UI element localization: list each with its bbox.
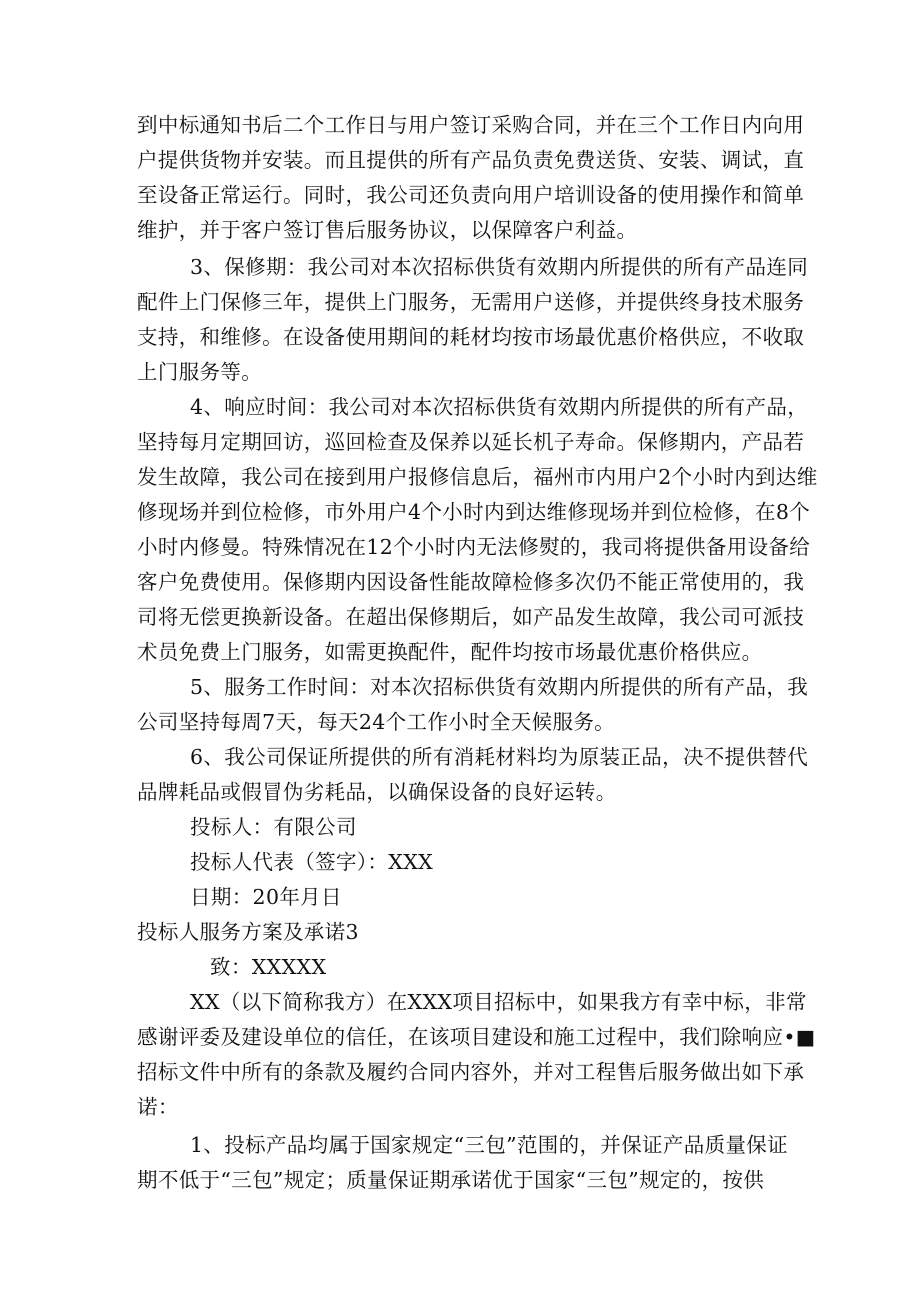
paragraph-line: 客户免费使用。保修期内因设备性能故障检修多次仍不能正常使用的，我	[137, 570, 805, 594]
paragraph-line: 上门服务等。	[137, 360, 263, 384]
paragraph-line: 诺：	[137, 1095, 179, 1119]
bidder-name: 投标人：有限公司	[190, 815, 357, 839]
signature-date: 日期：20年月日	[190, 885, 342, 909]
paragraph-line: 至设备正常运行。同时，我公司还负责向用户培训设备的使用操作和简单	[137, 183, 805, 207]
paragraph-line: 坚持每月定期回访，巡回检查及保养以延长机子寿命。保修期内，产品若	[137, 430, 805, 454]
paragraph-line: 6、我公司保证所提供的所有消耗材料均为原装正品，决不提供替代	[190, 745, 809, 769]
paragraph-line: 到中标通知书后二个工作日与用户签订采购合同，并在三个工作日内向用	[137, 113, 805, 137]
paragraph-line: 配件上门保修三年，提供上门服务，无需用户送修，并提供终身技术服务	[137, 290, 805, 314]
paragraph-line: 3、保修期：我公司对本次招标供货有效期内所提供的所有产品连同	[190, 255, 809, 279]
paragraph-line: 品牌耗品或假冒伪劣耗品，以确保设备的良好运转。	[137, 780, 617, 804]
addressee: 致：XXXXX	[210, 955, 327, 979]
paragraph-line: 1、投标产品均属于国家规定“三包”范围的，并保证产品质量保证	[190, 1133, 789, 1157]
paragraph-line: 发生故障，我公司在接到用户报修信息后，福州市内用户2个小时内到达维	[137, 465, 818, 489]
paragraph-line: XX（以下简称我方）在XXX项目招标中，如果我方有幸中标，非常	[190, 990, 807, 1014]
paragraph-line: 感谢评委及建设单位的信任，在该项目建设和施工过程中，我们除响应•■	[137, 1025, 816, 1049]
paragraph-line: 4、响应时间：我公司对本次招标供货有效期内所提供的所有产品，	[190, 395, 809, 419]
paragraph-line: 小时内修曼。特殊情况在12个小时内无法修熨的，我司将提供备用设备给	[137, 535, 811, 559]
paragraph-line: 术员免费上门服务，如需更换配件，配件均按市场最优惠价格供应。	[137, 640, 763, 664]
paragraph-line: 司将无偿更换新设备。在超出保修期后，如产品发生故障，我公司可派技	[137, 605, 805, 629]
paragraph-line: 支持，和维修。在设备使用期间的耗材均按市场最优惠价格供应，不收取	[137, 325, 805, 349]
paragraph-line: 公司坚持每周7天，每天24个工作小时全天候服务。	[137, 710, 616, 734]
paragraph-line: 修现场并到位检修，市外用户4个小时内到达维修现场并到位检修，在8个	[137, 500, 811, 524]
paragraph-line: 期不低于“三包”规定；质量保证期承诺优于国家“三包”规定的，按供	[137, 1168, 765, 1192]
paragraph-line: 5、服务工作时间：对本次招标供货有效期内所提供的所有产品，我	[190, 675, 809, 699]
section-title: 投标人服务方案及承诺3	[137, 920, 359, 944]
bidder-representative: 投标人代表（签字）：XXX	[190, 850, 434, 874]
paragraph-line: 维护，并于客户签订售后服务协议，以保障客户利益。	[137, 218, 638, 242]
paragraph-line: 户提供货物并安装。而且提供的所有产品负责免费送货、安装、调试，直	[137, 148, 805, 172]
paragraph-line: 招标文件中所有的条款及履约合同内容外，并对工程售后服务做出如下承	[137, 1060, 805, 1084]
